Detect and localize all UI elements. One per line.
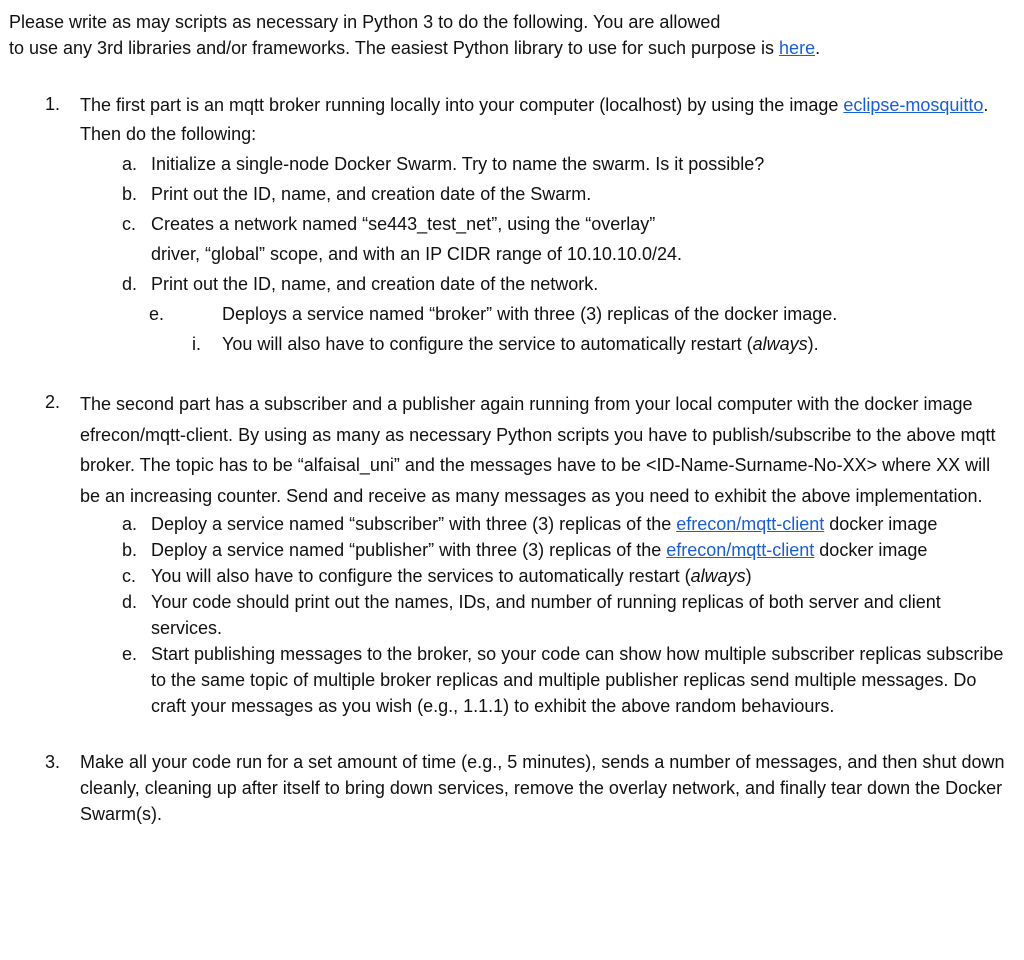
sub-text: Initialize a single-node Docker Swarm. Try to name the swarm. Is it possible? [151, 154, 765, 174]
sub-text: Deploys a service named “broker” with three (3) replicas of the docker image. [222, 304, 838, 324]
here-link[interactable]: here [779, 38, 816, 58]
sub-text: Your code should print out the names, IDs, and number of running replicas of both server and client services. [151, 592, 941, 638]
item1-sub-i [9, 329, 1009, 359]
sub-text-end: ) [745, 566, 752, 586]
sub-label: b. [122, 184, 138, 204]
item1-text-end: . Then do the following: [80, 95, 989, 144]
list-item-1 [9, 91, 1009, 359]
list-item-2 [9, 389, 1009, 719]
sub-text-end: docker image [824, 514, 938, 534]
sub-label: e. [122, 644, 138, 664]
item1-sub-a [9, 149, 1009, 179]
item2-sub-c [9, 563, 1009, 589]
sub-text: Creates a network named “se443_test_net”, using the “overlay” [151, 214, 656, 234]
item1-sub-c [9, 209, 1009, 269]
intro-text: to use any 3rd libraries and/or frameworks. The easiest Python library to use for such purpose is [9, 38, 780, 58]
spacer [9, 61, 1009, 91]
list-number: 3. [45, 752, 61, 772]
item2-sub-b [9, 537, 1009, 563]
mqtt-client-link[interactable]: efrecon/mqtt-client [666, 540, 815, 560]
sub-label: i. [192, 334, 201, 354]
sub-text: You will also have to configure the services to automatically restart ( [151, 566, 691, 586]
item1-sub-d [9, 269, 1009, 299]
item3-body: Make all your code run for a set amount of time (e.g., 5 minutes), sends a number of messages, and then shut down cleanly, cleaning up after itself to bring down services, remove the overlay network, and finally tear down the Docker Swarm(s). [80, 752, 1005, 824]
intro-period: . [815, 38, 821, 58]
item1-text: The first part is an mqtt broker running locally into your computer (localhost) by using the image [80, 95, 844, 115]
item2-sub-a [9, 511, 1009, 537]
spacer [9, 719, 1009, 749]
list-number: 1. [45, 94, 61, 114]
item2-sub-e [9, 641, 1009, 719]
intro-line-1: Please write as may scripts as necessary in Python 3 to do the following. You are allowed [9, 12, 721, 32]
sub-text: Start publishing messages to the broker, so your code can show how multiple subscriber replicas subscribe to the same topic of multiple broker replicas and multiple publisher replicas send multiple messages. Do craft your messages as you wish (e.g., 1.1.1) to exhibit the above random behaviours. [151, 644, 1004, 716]
sub-label: c. [122, 566, 137, 586]
item1-sub-e [9, 299, 1009, 329]
sub-label: a. [122, 154, 138, 174]
sub-label: d. [122, 274, 138, 294]
mqtt-client-link[interactable]: efrecon/mqtt-client [676, 514, 825, 534]
item1-intro [80, 91, 1009, 149]
document [9, 9, 1009, 827]
sub-text: Deploy a service named “subscriber” with three (3) replicas of the [151, 514, 677, 534]
list-number: 2. [45, 392, 61, 412]
eclipse-mosquitto-link[interactable]: eclipse-mosquitto [843, 95, 984, 115]
sub-label: d. [122, 592, 138, 612]
emphasis: always [752, 334, 808, 354]
sub-label: a. [122, 514, 138, 534]
spacer [9, 359, 1009, 389]
sub-text-cont: driver, “global” scope, and with an IP CIDR range of 10.10.10.0/24. [151, 244, 682, 264]
sub-text: Deploy a service named “publisher” with three (3) replicas of the [151, 540, 667, 560]
intro-line-2 [9, 35, 1009, 61]
item1-sub-b [9, 179, 1009, 209]
sub-text-end: ). [807, 334, 819, 354]
emphasis: always [690, 566, 746, 586]
sub-text-end: docker image [814, 540, 928, 560]
sub-text: Print out the ID, name, and creation date of the Swarm. [151, 184, 592, 204]
sub-label: c. [122, 214, 137, 234]
sub-text: You will also have to configure the service to automatically restart ( [222, 334, 753, 354]
item2-body: The second part has a subscriber and a publisher again running from your local computer with the docker image efrecon/mqtt-client. By using as many as necessary Python scripts you have to publish/subscribe to the above mqtt broker. The topic has to be “alfaisal_uni” and the messages have to be <ID-Name-Surname-No-XX> where XX will be an increasing counter. Send and receive as many messages as you need to exhibit the above implementation. [80, 394, 996, 506]
sub-label: b. [122, 540, 138, 560]
sub-label: e. [149, 304, 165, 324]
list-item-3 [9, 749, 1009, 827]
item2-sub-d [9, 589, 1009, 641]
sub-text: Print out the ID, name, and creation date of the network. [151, 274, 599, 294]
